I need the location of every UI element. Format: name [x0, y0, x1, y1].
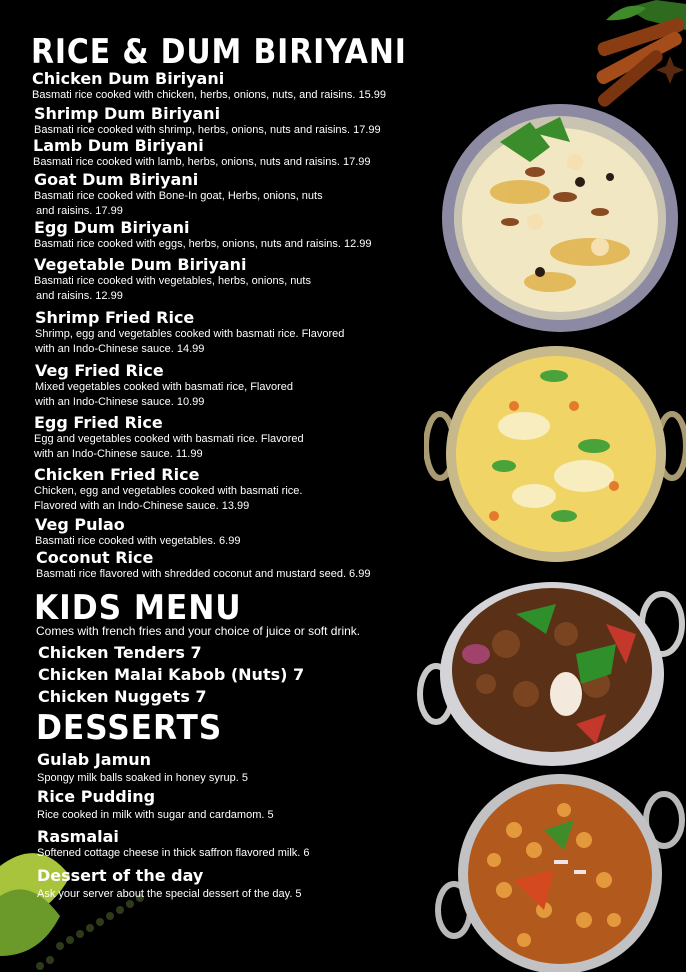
kids-item: Chicken Malai Kabob (Nuts) 7 [38, 665, 305, 684]
item-desc: Flavored with an Indo-Chinese sauce. 13.99 [34, 500, 250, 512]
menu-item-lamb-dum-biriyani [33, 137, 371, 170]
item-name: Chicken Fried Rice [34, 465, 200, 484]
menu-item-coconut-rice [36, 549, 370, 582]
item-name: Coconut Rice [36, 548, 154, 567]
item-name: Rice Pudding [37, 787, 156, 806]
item-name: Gulab Jamun [37, 750, 152, 769]
item-name: Chicken Dum Biriyani [32, 69, 225, 88]
menu-item-egg-fried-rice [34, 414, 304, 462]
menu-item-rice-pudding [37, 788, 274, 823]
item-name: Lamb Dum Biriyani [33, 136, 204, 155]
fried-rice-bowl-image [424, 346, 686, 568]
item-desc: Basmati rice cooked with chicken, herbs, onions, nuts, and raisins. 15.99 [32, 89, 387, 101]
menu-item-shrimp-fried-rice [35, 309, 344, 357]
item-desc: Chicken, egg and vegetables cooked with basmati rice. [34, 485, 303, 497]
item-name: Rasmalai [37, 827, 119, 846]
menu-item-dessert-of-the-day [37, 867, 302, 902]
item-desc: and raisins. 12.99 [36, 290, 123, 302]
menu-item-vegetable-dum-biriyani [34, 256, 311, 304]
item-desc: with an Indo-Chinese sauce. 11.99 [34, 448, 203, 460]
item-desc: and raisins. 17.99 [36, 205, 123, 217]
item-desc: Rice cooked in milk with sugar and cardamom. 5 [37, 809, 274, 821]
kids-item: Chicken Tenders 7 [38, 643, 202, 662]
kids-section-title: KIDS MENU [34, 588, 242, 628]
item-desc: Shrimp, egg and vegetables cooked with basmati rice. Flavored [35, 328, 345, 340]
menu-item-chicken-dum-biriyani [32, 70, 386, 103]
item-name: Veg Pulao [35, 515, 125, 534]
item-name: Veg Fried Rice [35, 361, 164, 380]
item-desc: with an Indo-Chinese sauce. 10.99 [35, 396, 205, 408]
menu-item-shrimp-dum-biriyani [34, 105, 381, 138]
kids-item: Chicken Nuggets 7 [38, 687, 207, 706]
chana-curry-bowl-image [434, 770, 686, 972]
menu-item-chicken-fried-rice [34, 466, 302, 514]
item-name: Egg Fried Rice [34, 413, 163, 432]
item-desc: Egg and vegetables cooked with basmati rice. Flavored [34, 433, 304, 445]
menu-item-veg-pulao [35, 516, 240, 549]
item-name: Egg Dum Biriyani [34, 218, 190, 237]
menu-item-rasmalai [37, 828, 310, 861]
item-desc: Mixed vegetables cooked with basmati rice, Flavored [35, 381, 294, 393]
desserts-section-title: DESSERTS [36, 708, 223, 748]
item-desc: Ask your server about the special dessert of the day. 5 [37, 888, 302, 900]
kids-note: Comes with french fries and your choice of juice or soft drink. [36, 624, 361, 638]
menu-item-veg-fried-rice [35, 362, 293, 410]
biryani-bowl-image [440, 102, 680, 334]
item-desc: Basmati rice cooked with vegetables. 6.99 [35, 535, 241, 547]
item-desc: Basmati rice cooked with vegetables, herbs, onions, nuts [34, 275, 311, 287]
item-name: Shrimp Fried Rice [35, 308, 195, 327]
item-desc: Spongy milk balls soaked in honey syrup. 5 [37, 772, 248, 784]
item-desc: Basmati rice cooked with lamb, herbs, onions, nuts and raisins. 17.99 [33, 156, 371, 168]
item-desc: Basmati rice flavored with shredded coconut and mustard seed. 6.99 [36, 568, 371, 580]
rice-section-title: RICE & DUM BIRIYANI [31, 32, 407, 72]
menu-item-egg-dum-biriyani [34, 219, 372, 252]
menu-item-gulab-jamun [37, 751, 248, 786]
item-desc: Basmati rice cooked with shrimp, herbs, onions, nuts and raisins. 17.99 [34, 124, 381, 136]
item-desc: Softened cottage cheese in thick saffron flavored milk. 6 [37, 847, 310, 859]
item-name: Goat Dum Biriyani [34, 170, 199, 189]
item-desc: Basmati rice cooked with Bone-In goat, Herbs, onions, nuts [34, 190, 323, 202]
kabob-curry-bowl-image [416, 574, 686, 770]
menu-item-goat-dum-biriyani [34, 171, 323, 219]
item-name: Shrimp Dum Biriyani [34, 104, 221, 123]
item-desc: with an Indo-Chinese sauce. 14.99 [35, 343, 205, 355]
item-desc: Basmati rice cooked with eggs, herbs, onions, nuts and raisins. 12.99 [34, 238, 372, 250]
item-name: Vegetable Dum Biriyani [34, 255, 247, 274]
item-name: Dessert of the day [37, 866, 204, 885]
